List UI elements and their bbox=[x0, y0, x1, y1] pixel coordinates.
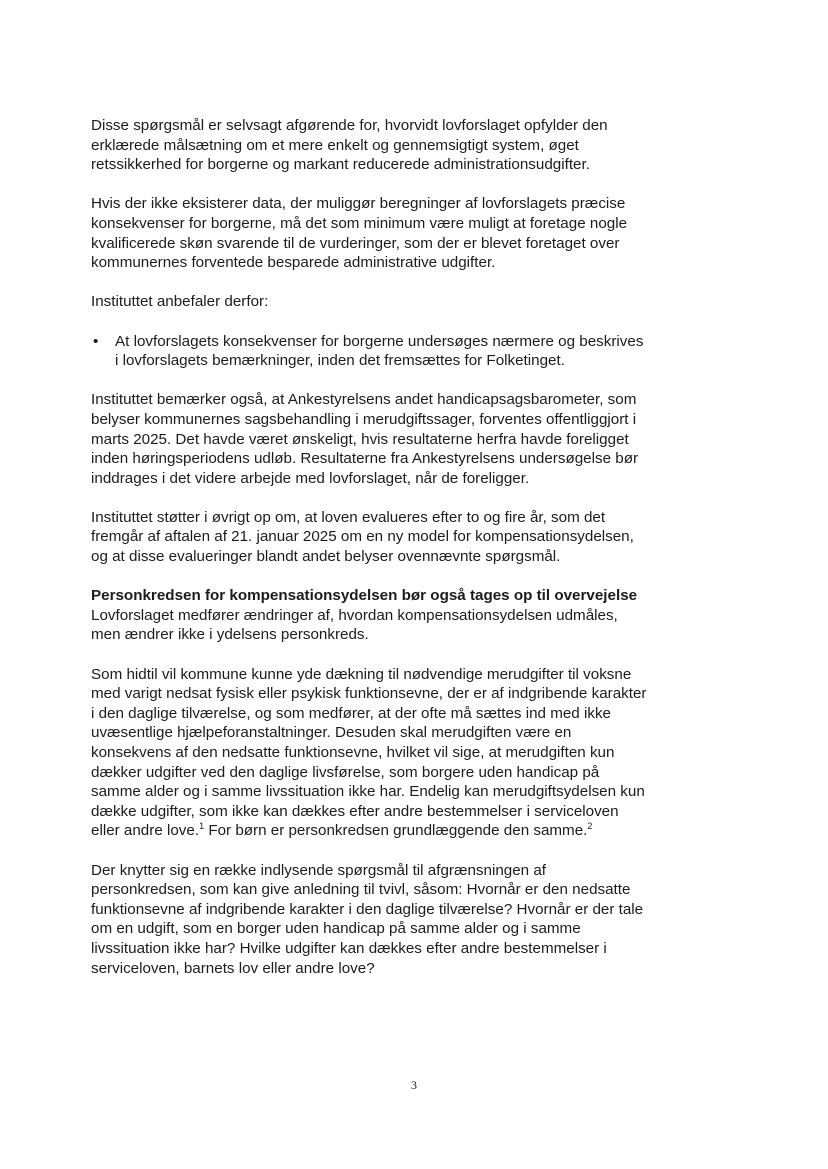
paragraph-1: Disse spørgsmål er selvsagt afgørende for, hvorvidt lovforslaget opfylder den erklærede målsætning om et mere enkelt og gennemsigtigt system, øget retssikkerhed for borgerne og markant reducerede administrationsudgifter. bbox=[91, 117, 608, 174]
footnote-ref-2[interactable]: 2 bbox=[587, 821, 593, 832]
recommendation-list bbox=[91, 332, 651, 371]
paragraph-4: Instituttet bemærker også, at Ankestyrelsens andet handicapsagsbarometer, som belyser kommunernes sagsbehandling i merudgiftssager, forventes offentliggjort i marts 2025. Det havde været ønskeligt, hvis resultaterne herfra havde foreligget inden høringsperiodens udløb. Resultaterne fra Ankestyrelsens undersøgelse bør inddrages i det videre arbejde med lovforslaget, når de foreligger. bbox=[91, 391, 639, 487]
document-body bbox=[91, 116, 651, 978]
paragraph-7-children: For børn er personkredsen grundlæggende den samme. bbox=[204, 822, 588, 840]
paragraph-6: Lovforslaget medfører ændringer af, hvordan kompensationsydelsen udmåles, men ændrer ikke i ydelsens personkreds. bbox=[91, 606, 618, 644]
page-number: 3 bbox=[411, 1078, 417, 1092]
list-item-text: At lovforslagets konsekvenser for borgerne undersøges nærmere og beskrives i lovforslagets bemærkninger, inden det fremsættes for Folketinget. bbox=[115, 332, 644, 370]
paragraph-7 bbox=[91, 665, 651, 841]
footnote-ref-1[interactable]: 1 bbox=[199, 821, 205, 832]
bullet-icon: • bbox=[93, 332, 99, 350]
paragraph-3: Instituttet anbefaler derfor: bbox=[91, 293, 269, 311]
section-heading: Personkredsen for kompensationsydelsen bør også tages op til overvejelse bbox=[91, 587, 638, 605]
list-item bbox=[91, 332, 651, 371]
paragraph-5: Instituttet støtter i øvrigt op om, at loven evalueres efter to og fire år, som det fremgår af aftalen af 21. januar 2025 om en ny model for kompensationsydelsen, og at disse evalueringer blandt andet belyser ovennævnte spørgsmål. bbox=[91, 508, 634, 566]
paragraph-7-main: Som hidtil vil kommune kunne yde dækning til nødvendige merudgifter til voksne med varigt nedsat fysisk eller psykisk funktionsevne, der er af indgribende karakter i den daglige tilværelse, og som medfører, at der ofte må sættes ind med ikke uvæsentlige hjælpeforanstaltninger. Desuden skal merudgiften være en konsekvens af den nedsatte funktionsevne, hvilket vil sige, at merudgiften kun dækker udgifter ved den daglige livsførelse, som borgere uden handicap på samme alder og i samme livssituation ikke har. Endelig kan merudgiftsydelsen kun dække udgifter, som ikke kan dækkes efter andre bestemmelser i serviceloven eller andre love. bbox=[91, 665, 647, 840]
paragraph-8: Der knytter sig en række indlysende spørgsmål til afgrænsningen af personkredsen, som kan give anledning til tvivl, såsom: Hvornår er den nedsatte funktionsevne af indgribende karakter i den daglige tilværelse? Hvornår er der tale om en udgift, som en borger uden handicap på samme alder og i samme livssituation ikke har? Hvilke udgifter kan dækkes efter andre bestemmelser i serviceloven, barnets lov eller andre love? bbox=[91, 861, 644, 977]
paragraph-2: Hvis der ikke eksisterer data, der muliggør beregninger af lovforslagets præcise konsekvenser for borgerne, må det som minimum være muligt at foretage nogle kvalificerede skøn svarende til de vurderinger, som der er blevet foretaget over kommunernes forventede besparede administrative udgifter. bbox=[91, 195, 628, 272]
